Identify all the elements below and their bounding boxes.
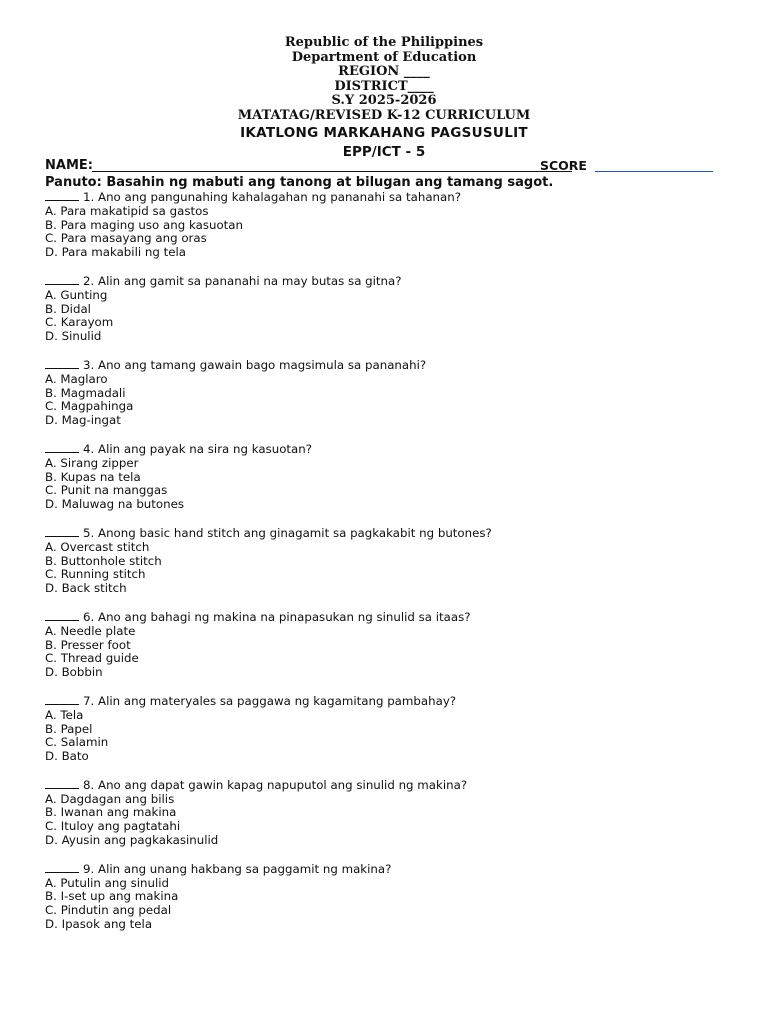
answer-option[interactable]: B. Didal — [45, 301, 91, 316]
answer-blank[interactable] — [45, 862, 79, 873]
answer-option[interactable]: B. Papel — [45, 721, 93, 736]
answer-option[interactable]: B. Para maging uso ang kasuotan — [45, 217, 243, 232]
answer-blank[interactable] — [45, 610, 79, 621]
document-header — [0, 36, 768, 161]
answer-option[interactable]: C. Magpahinga — [45, 399, 134, 414]
question-item — [45, 442, 735, 512]
question-stem — [45, 610, 735, 625]
answer-option[interactable]: A. Needle plate — [45, 623, 136, 638]
question-text: 4. Alin ang payak na sira ng kasuotan? — [83, 441, 313, 456]
answer-option[interactable]: C. Salamin — [45, 735, 109, 750]
header-line-region: REGION ____ — [338, 64, 430, 80]
answer-option[interactable]: D. Ayusin ang pagkakasinulid — [45, 833, 219, 848]
answer-option[interactable]: A. Gunting — [45, 287, 108, 302]
answer-option[interactable]: A. Putulin ang sinulid — [45, 875, 169, 890]
answer-option[interactable]: D. Maluwag na butones — [45, 497, 185, 512]
answer-option[interactable]: A. Maglaro — [45, 371, 108, 386]
question-text: 3. Ano ang tamang gawain bago magsimula sa pananahi? — [83, 357, 427, 372]
answer-option[interactable]: B. Iwanan ang makina — [45, 805, 177, 820]
answer-option[interactable]: D. Bato — [45, 749, 89, 764]
header-line-school-year: S.Y 2025-2026 — [331, 93, 437, 109]
question-stem — [45, 190, 735, 205]
answer-blank[interactable] — [45, 694, 79, 705]
answer-option[interactable]: C. Ituloy ang pagtatahi — [45, 819, 181, 834]
header-line-country: Republic of the Philippines — [284, 35, 484, 50]
question-item — [45, 610, 735, 680]
answer-blank[interactable] — [45, 778, 79, 789]
name-label: NAME: — [45, 158, 93, 173]
instructions: Panuto: Basahin ng mabuti ang tanong at bilugan ang tamang sagot. — [45, 175, 554, 190]
question-item — [45, 274, 735, 344]
score-label: SCORE — [540, 158, 587, 173]
answer-option[interactable]: A. Dagdagan ang bilis — [45, 791, 175, 806]
answer-option[interactable]: C. Karayom — [45, 315, 114, 330]
answer-blank[interactable] — [45, 442, 79, 453]
exam-title: IKATLONG MARKAHANG PAGSUSULIT — [240, 124, 528, 141]
question-item — [45, 526, 735, 596]
answer-option[interactable]: C. Para masayang ang oras — [45, 231, 207, 246]
answer-blank[interactable] — [45, 274, 79, 285]
answer-option[interactable]: B. I-set up ang makina — [45, 889, 179, 904]
question-item — [45, 190, 735, 260]
question-list — [45, 190, 735, 946]
question-stem — [45, 694, 735, 709]
answer-option[interactable]: C. Punit na manggas — [45, 483, 168, 498]
answer-option[interactable]: D. Sinulid — [45, 329, 102, 344]
answer-option[interactable]: B. Buttonhole stitch — [45, 553, 162, 568]
answer-option[interactable]: D. Back stitch — [45, 581, 127, 596]
question-stem — [45, 778, 735, 793]
answer-option[interactable]: C. Thread guide — [45, 651, 139, 666]
question-stem — [45, 862, 735, 877]
question-stem — [45, 358, 735, 373]
answer-option[interactable]: D. Ipasok ang tela — [45, 917, 153, 932]
answer-option[interactable]: A. Overcast stitch — [45, 539, 150, 554]
answer-option[interactable]: D. Mag-ingat — [45, 413, 121, 428]
name-field[interactable] — [92, 171, 572, 172]
answer-blank[interactable] — [45, 190, 79, 201]
answer-blank[interactable] — [45, 526, 79, 537]
question-stem — [45, 526, 735, 541]
answer-option[interactable]: C. Running stitch — [45, 567, 146, 582]
answer-option[interactable]: D. Para makabili ng tela — [45, 245, 186, 260]
question-text: 7. Alin ang materyales sa paggawa ng kagamitang pambahay? — [83, 693, 457, 708]
question-item — [45, 862, 735, 932]
question-stem — [45, 442, 735, 457]
question-text: 6. Ano ang bahagi ng makina na pinapasukan ng sinulid sa itaas? — [83, 609, 471, 624]
answer-option[interactable]: A. Sirang zipper — [45, 455, 139, 470]
answer-option[interactable]: A. Tela — [45, 707, 84, 722]
score-field[interactable] — [595, 171, 713, 172]
question-text: 8. Ano ang dapat gawin kapag napuputol ang sinulid ng makina? — [83, 777, 468, 792]
name-score-row — [45, 158, 725, 176]
header-line-curriculum: MATATAG/REVISED K-12 CURRICULUM — [237, 107, 531, 123]
question-stem — [45, 274, 735, 289]
answer-option[interactable]: C. Pindutin ang pedal — [45, 903, 172, 918]
question-text: 9. Alin ang unang hakbang sa paggamit ng makina? — [83, 861, 392, 876]
question-text: 2. Alin ang gamit sa pananahi na may butas sa gitna? — [83, 273, 402, 288]
answer-option[interactable]: D. Bobbin — [45, 665, 103, 680]
question-text: 1. Ano ang pangunahing kahalagahan ng pananahi sa tahanan? — [83, 190, 461, 204]
answer-option[interactable]: B. Kupas na tela — [45, 469, 141, 484]
answer-option[interactable]: A. Para makatipid sa gastos — [45, 203, 209, 218]
answer-blank[interactable] — [45, 358, 79, 369]
subject-title: EPP/ICT - 5 — [342, 143, 426, 160]
question-text: 5. Anong basic hand stitch ang ginagamit sa pagkakabit ng butones? — [83, 525, 492, 540]
question-item — [45, 694, 735, 764]
answer-option[interactable]: B. Magmadali — [45, 385, 126, 400]
header-line-district: DISTRICT____ — [334, 78, 434, 94]
answer-option[interactable]: B. Presser foot — [45, 637, 131, 652]
header-line-department: Department of Education — [291, 49, 477, 65]
question-item — [45, 778, 735, 848]
question-item — [45, 358, 735, 428]
